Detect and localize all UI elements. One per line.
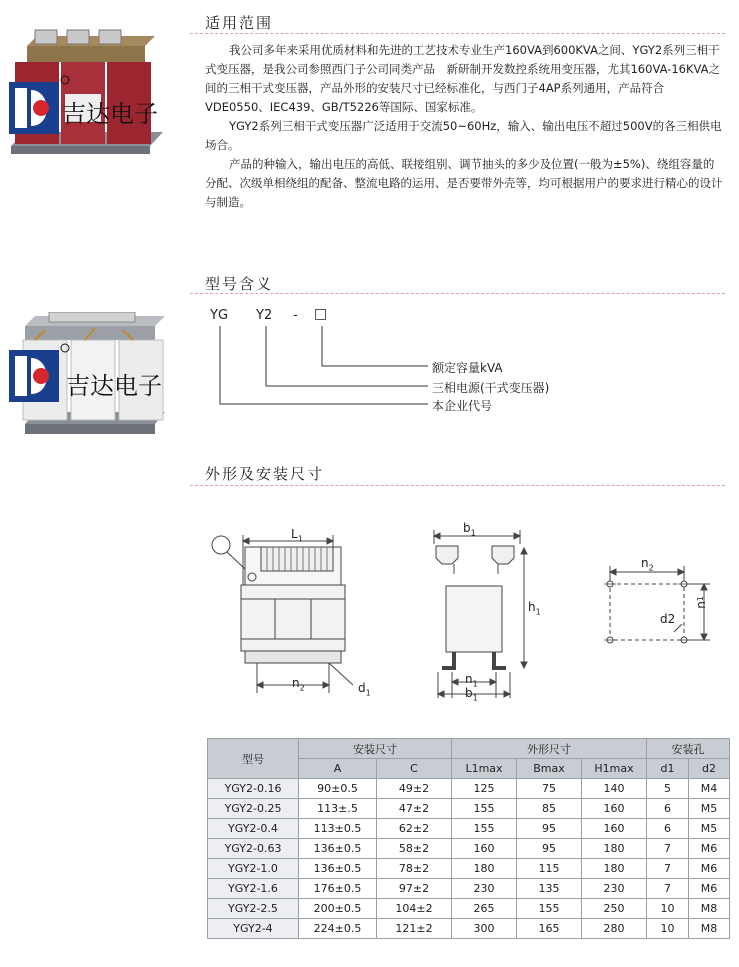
meaning-capacity: 额定容量kVA [432,361,503,375]
col-model: 型号 [208,739,299,779]
model-code-dash: - [293,308,298,323]
scope-description [205,41,725,212]
table-cell: 75 [517,779,582,799]
label-n2-holes: $n_2$ [641,556,654,573]
table-cell: 58±2 [377,839,452,859]
table-cell: 265 [452,899,517,919]
col-group-outline: 外形尺寸 [452,739,647,759]
table-cell: 113±.5 [299,799,377,819]
table-cell: 85 [517,799,582,819]
table-cell: YGY2-0.25 [208,799,299,819]
table-cell: M4 [689,779,730,799]
table-cell: M5 [689,799,730,819]
table-cell: 90±0.5 [299,779,377,799]
table-cell: 160 [582,799,647,819]
table-cell: YGY2-0.63 [208,839,299,859]
col-Bmax: Bmax [517,759,582,779]
table-cell: 230 [452,879,517,899]
mounting-hole-drawing [590,560,720,670]
label-n2: $n_2$ [292,676,305,693]
divider [190,485,725,486]
meaning-company-code: 本企业代号 [432,399,493,413]
paragraph: 我公司多年来采用优质材料和先进的工艺技术专业生产160VA到600KVA之间、YGY2系列三相干式变压器，是我公司参照西门子公司同类产品 新研制开发数控系统用变压器，尤其160VA-16KVA之间的三相干式变压器，产品外形的安装尺寸已经标准化，与西门子4AP系列通用，产品符合VDE0550、IEC439、GB/T5226等国际、国家标准。 [205,43,721,114]
table-cell: 49±2 [377,779,452,799]
table-cell: 6 [647,819,689,839]
paragraph: 产品的种输入，输出电压的高低、联接组别、调节抽头的多少及位置(一般为±5%)、绕组容量的分配、次级单相绕组的配备、整流电路的运用、是否要带外壳等，均可根据用户的要求进行精心的设计与制造。 [205,157,723,209]
col-L1max: L1max [452,759,517,779]
table-cell: 224±0.5 [299,919,377,939]
table-cell: 104±2 [377,899,452,919]
col-group-install: 安装尺寸 [299,739,452,759]
table-cell: 6 [647,799,689,819]
table-cell: YGY2-0.16 [208,779,299,799]
table-cell: M6 [689,859,730,879]
col-A: A [299,759,377,779]
model-code-box: □ [314,306,328,322]
table-row [208,839,730,859]
table-cell: 10 [647,919,689,939]
brand-name: 吉达电子 [62,100,158,128]
table-row [208,919,730,939]
table-cell: 230 [582,879,647,899]
table-cell: 136±0.5 [299,839,377,859]
table-cell: 7 [647,839,689,859]
table-cell: 136±0.5 [299,859,377,879]
table-cell: 160 [582,819,647,839]
table-cell: 10 [647,899,689,919]
table-cell: YGY2-4 [208,919,299,939]
table-cell: YGY2-1.6 [208,879,299,899]
label-L1: $L_1$ [291,527,303,544]
table-cell: 180 [452,859,517,879]
table-cell: 7 [647,879,689,899]
label-d1: $d_1$ [358,681,371,698]
table-row [208,899,730,919]
model-code-yg: YG [210,308,229,323]
table-cell: 176±0.5 [299,879,377,899]
col-group-holes: 安装孔 [647,739,730,759]
table-cell: 155 [452,819,517,839]
label-n1-holes: n1 [694,596,708,609]
table-cell: YGY2-0.4 [208,819,299,839]
table-cell: 115 [517,859,582,879]
table-row [208,819,730,839]
col-H1max: H1max [582,759,647,779]
meaning-three-phase: 三相电源(干式变压器) [432,381,550,395]
table-cell: M5 [689,819,730,839]
table-row [208,859,730,879]
label-b1-top: $b_1$ [463,521,476,538]
table-cell: 78±2 [377,859,452,879]
table-cell: 7 [647,859,689,879]
table-cell: YGY2-2.5 [208,899,299,919]
table-cell: 5 [647,779,689,799]
brand-name: 吉达电子 [66,372,162,400]
table-cell: 165 [517,919,582,939]
table-cell: M8 [689,899,730,919]
table-cell: 250 [582,899,647,919]
col-d2: d2 [689,759,730,779]
model-code-y2: Y2 [256,308,273,323]
col-d1: d1 [647,759,689,779]
table-row [208,779,730,799]
label-d2-holes: d2 [660,612,676,626]
table-cell: 113±0.5 [299,819,377,839]
table-cell: 140 [582,779,647,799]
table-cell: 47±2 [377,799,452,819]
table-row [208,799,730,819]
table-cell: 155 [517,899,582,919]
label-b1-bottom: $b_1$ [465,686,478,703]
divider [190,293,725,294]
table-cell: 135 [517,879,582,899]
table-cell: 95 [517,839,582,859]
table-cell: 97±2 [377,879,452,899]
table-cell: 62±2 [377,819,452,839]
table-row [208,879,730,899]
table-cell: 180 [582,859,647,879]
paragraph: YGY2系列三相干式变压器广泛适用于交流50~60Hz，输入、输出电压不超过500V的各三相供电场合。 [205,119,722,152]
table-cell: 155 [452,799,517,819]
label-h1: $h_1$ [528,600,541,617]
table-cell: M6 [689,839,730,859]
table-cell: 95 [517,819,582,839]
model-code-leader-lines [200,322,440,412]
table-cell: M6 [689,879,730,899]
table-cell: 300 [452,919,517,939]
divider [190,33,725,34]
spec-table [207,738,730,939]
table-cell: 280 [582,919,647,939]
table-cell: 200±0.5 [299,899,377,919]
table-cell: 125 [452,779,517,799]
side-view-drawing [424,522,544,702]
col-C: C [377,759,452,779]
section-title-model: 型号含义 [205,275,274,293]
section-title-scope: 适用范围 [205,14,274,32]
brand-logo [9,76,69,134]
section-title-dimensions: 外形及安装尺寸 [205,465,325,483]
table-cell: 121±2 [377,919,452,939]
table-cell: 180 [582,839,647,859]
table-cell: M8 [689,919,730,939]
table-cell: YGY2-1.0 [208,859,299,879]
label-n1: $n_1$ [465,672,478,689]
table-cell: 160 [452,839,517,859]
